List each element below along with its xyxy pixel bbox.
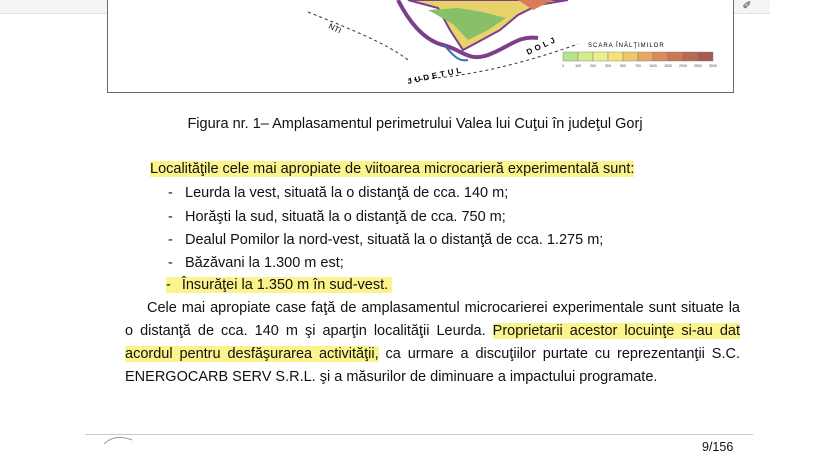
paragraph-text-end: ca urmare a discuţiilor purtate cu reprezentanţii S.C. ENERGOCARB SERV S.R.L. şi a măsurilor de diminuare a impactului programate.: [125, 346, 740, 385]
legend-swatch: [593, 52, 608, 61]
legend-tick-label: 0: [562, 64, 564, 68]
list-bullet: -: [168, 255, 173, 271]
legend-swatch: [698, 52, 713, 61]
legend-swatch: [608, 52, 623, 61]
legend-tick-label: 200: [590, 64, 596, 68]
map-figure: [107, 0, 734, 93]
map-label-dolj: DOLJ: [525, 34, 560, 57]
legend-tick-label: 700: [635, 64, 641, 68]
list-item-text: Horăşti la sud, situată la o distanţă de cca. 750 m;: [185, 209, 506, 225]
elevation-legend-title: SCARA ÎNĂLŢIMILOR: [588, 43, 665, 49]
list-item-text: Dealul Pomilor la nord-vest, situată la o distanţă de cca. 1.275 m;: [185, 232, 604, 248]
list-bullet: -: [168, 232, 173, 248]
footer-arc-decoration: [100, 432, 140, 446]
list-item: [166, 276, 392, 294]
list-item: [168, 254, 344, 272]
paragraph-text: Cele mai apropiate case faţă de amplasamentul microcarierei experimentale sunt situate la o distanţă de cca. 140 m şi aparţin localităţii Leurda.: [125, 300, 740, 339]
legend-swatch: [668, 52, 683, 61]
legend-tick-label: 3000: [709, 64, 717, 68]
legend-tick-label: 1000: [649, 64, 657, 68]
legend-swatch: [563, 52, 578, 61]
list-item-text: Băzăvani la 1.300 m est;: [185, 255, 344, 271]
legend-tick-label: 300: [605, 64, 611, 68]
localities-heading: [150, 160, 634, 178]
list-item: [168, 184, 509, 202]
map-label-judet: JUDETUL: [406, 65, 466, 86]
legend-swatch: [638, 52, 653, 61]
list-bullet: -: [168, 185, 173, 201]
list-item-highlight: [166, 277, 392, 293]
map-drawing: [108, 0, 733, 92]
paragraph-highlight: Proprietarii acestor locuinţe si-au dat acordul pentru desfăşurarea activităţii,: [125, 323, 740, 362]
body-paragraph: [125, 297, 740, 389]
list-item: [168, 231, 604, 249]
edit-pdf-icon[interactable]: ✐: [742, 0, 752, 12]
page-number: 9/156: [702, 440, 734, 454]
legend-tick-label: 1500: [664, 64, 672, 68]
list-bullet: -: [166, 277, 171, 293]
legend-swatch: [623, 52, 638, 61]
legend-tick-label: 100: [575, 64, 581, 68]
list-item: [168, 208, 506, 226]
map-label-nti: NTI: [327, 21, 343, 36]
legend-tick-label: 2000: [679, 64, 687, 68]
footer-divider: [85, 434, 753, 435]
figure-caption: Figura nr. 1– Amplasamentul perimetrului Valea lui Cuţui în judeţul Gorj: [187, 116, 643, 132]
legend-tick-label: 2500: [694, 64, 702, 68]
list-bullet: -: [168, 209, 173, 225]
legend-tick-label: 500: [620, 64, 626, 68]
elevation-legend: [563, 52, 713, 61]
list-item-text: Însurăţei la 1.350 m în sud-vest.: [181, 277, 389, 293]
list-item-text: Leurda la vest, situată la o distanţă de cca. 140 m;: [185, 185, 509, 201]
legend-swatch: [578, 52, 593, 61]
legend-swatch: [683, 52, 698, 61]
elevation-legend-ticks: [562, 64, 717, 68]
legend-swatch: [653, 52, 668, 61]
localities-heading-text: Localităţile cele mai apropiate de viitoarea microcarieră experimentală sunt:: [150, 161, 635, 177]
